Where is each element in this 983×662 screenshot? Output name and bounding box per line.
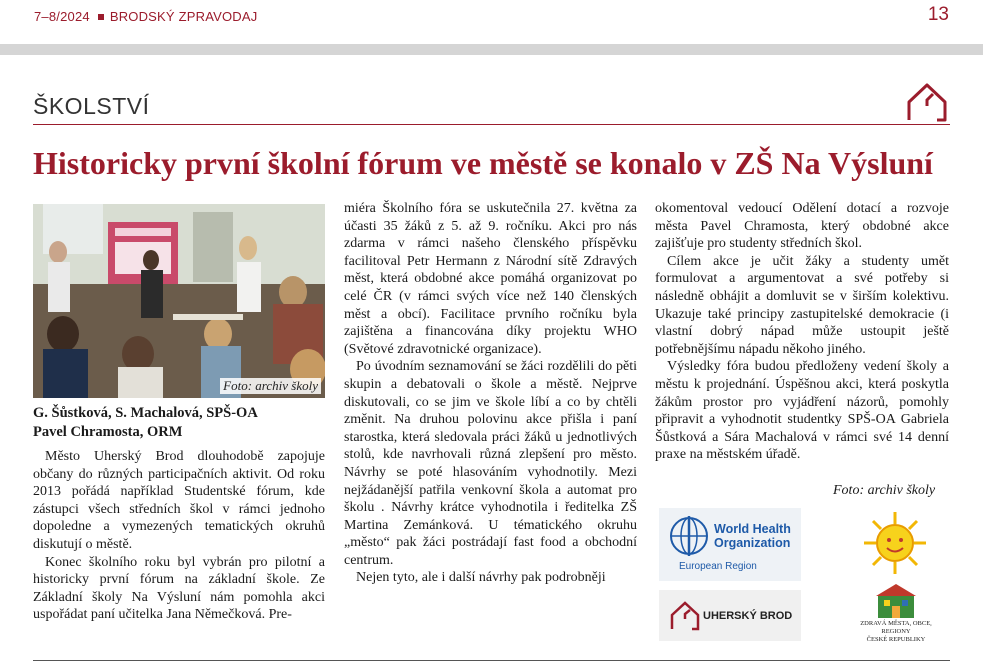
paragraph: Cílem akce je učit žáky a studenty umět formulovat a argumentovat a své potřeby si následně obhájit a domluvit se v širším kolektivu. Ukazuje také principy zastupitelské demokracie (i vlastní dobrý nápad může ustoupit ještě potřebnějšímu nápadu někoho jiného.: [655, 253, 949, 357]
paragraph: Po úvodním seznamování se žáci rozdělili do pěti skupin a debatovali o škole a městě. Nejprve diskutovali, co se jim ve škole líbí a co by chtěli změnit. Na druhou polovinu akce přišla i paní starostka, která sledovala práci žáků u jednotlivých stolů, kde navrhovali různá zlepšení pro město. Návrhy se poté hlasováním vyhodnotily. Mezi nejžádanější patřila venkovní škola a automat pro školu . Návrhy krátce vyhodnotila i ředitelka ZŠ Martina Zemánková. U tématického okruhu „město“ pak žáci postrádají fast food a obchodní centrum.: [344, 359, 637, 568]
square-bullet-icon: [98, 14, 104, 20]
who-name-line-2: Organization: [714, 536, 791, 550]
section-title: ŠKOLSTVÍ: [33, 93, 150, 119]
article-column-2: [344, 200, 637, 587]
uhersky-brod-label: UHERSKÝ BROD: [703, 610, 793, 622]
paragraph: okomentoval vedoucí Odělení dotací a rozvoje města Pavel Chramosta, který obdobné akce zajišťuje pro studenty středních škol.: [655, 201, 949, 252]
paragraph: miéra Školního fóra se uskutečnila 27. května za účasti 35 žáků z 5. až 9. ročníku. Akci pro nás zdarma v rámci našeho členského příspěvku facilitoval Petr Hermann z Národní sítě Zdravých měst, která obdobné akce pomáhá organizovat po celé ČR (v rámci svých více než 140 členských měst a obcí). Facilitace prvního ročníku byla zajištěna a financována díky projektu WHO (Světové zdravotnické organizace).: [344, 201, 637, 357]
article-authors: [33, 404, 258, 442]
uhersky-brod-logo: [659, 590, 801, 641]
zdrava-mesta-label-line-2: ČESKÉ REPUBLIKY: [866, 636, 926, 643]
article-headline: Historicky první školní fórum ve městě se konalo v ZŠ Na Výsluní: [33, 145, 933, 181]
article-column-3: [655, 200, 949, 464]
publication-name: BRODSKÝ ZPRAVODAJ: [109, 9, 258, 24]
sun-logo-icon: [862, 510, 928, 576]
issue-number: 7–8/2024: [34, 9, 90, 24]
page-number: 13: [927, 4, 949, 25]
who-emblem-icon: [665, 512, 713, 560]
header-divider-band: [0, 44, 983, 55]
authors-line-2: Pavel Chramosta, ORM: [33, 424, 183, 440]
who-name: [714, 522, 791, 550]
issue-info: [34, 9, 257, 24]
zdrava-mesta-logo: [848, 584, 944, 641]
who-logo: [659, 508, 801, 581]
paragraph: Výsledky fóra budou předloženy vedení školy a městu k projednání. Úspěšnou akci, která poskytla žákům prostor pro vyjádření názorů, pomohly připravit a vyhodnotit studentky SPŠ-OA Gabriela Šůstková a Sára Machalová v rámci své 14 denní praxe na městském úřadě.: [655, 359, 949, 463]
paragraph: Město Uherský Brod dlouhodobě zapojuje občany do různých participačních aktivit. Od roku 2013 pořádá například Studentské fórum, kde zástupci všech středních škol v rámci jednoho dopoledne a vymezených tematických okruhů diskutují o městě.: [33, 449, 325, 552]
photo-caption: Foto: archiv školy: [220, 378, 321, 394]
house-icon: [669, 600, 701, 632]
photo-credit: Foto: archiv školy: [833, 483, 936, 498]
paragraph: Konec školního roku byl vybrán pro pilotní a historicky první fórum na základní škole. Ze Základní školy Na Výsluní nám pomohla akci uspořádat paní učitelka Jana Němečková. Pre-: [33, 554, 325, 623]
zdrava-mesta-label-line-1: ZDRAVÁ MĚSTA, OBCE, REGIONY: [860, 620, 932, 635]
house-icon: [905, 80, 949, 124]
classroom-scene-image: [33, 204, 325, 398]
who-region: European Region: [679, 561, 757, 572]
article-photo: [33, 204, 325, 398]
bottom-rule: [33, 660, 950, 661]
authors-line-1: G. Šůstková, S. Machalová, SPŠ-OA: [33, 405, 258, 421]
zdrava-mesta-label: [848, 620, 944, 644]
section-rule: [33, 124, 950, 125]
zdrava-mesta-emblem-icon: [848, 584, 944, 620]
paragraph: Nejen tyto, ale i další návrhy pak podrobněji: [356, 570, 606, 586]
article-column-1: [33, 448, 325, 624]
page-header: [0, 0, 983, 44]
who-name-line-1: World Health: [714, 522, 791, 536]
